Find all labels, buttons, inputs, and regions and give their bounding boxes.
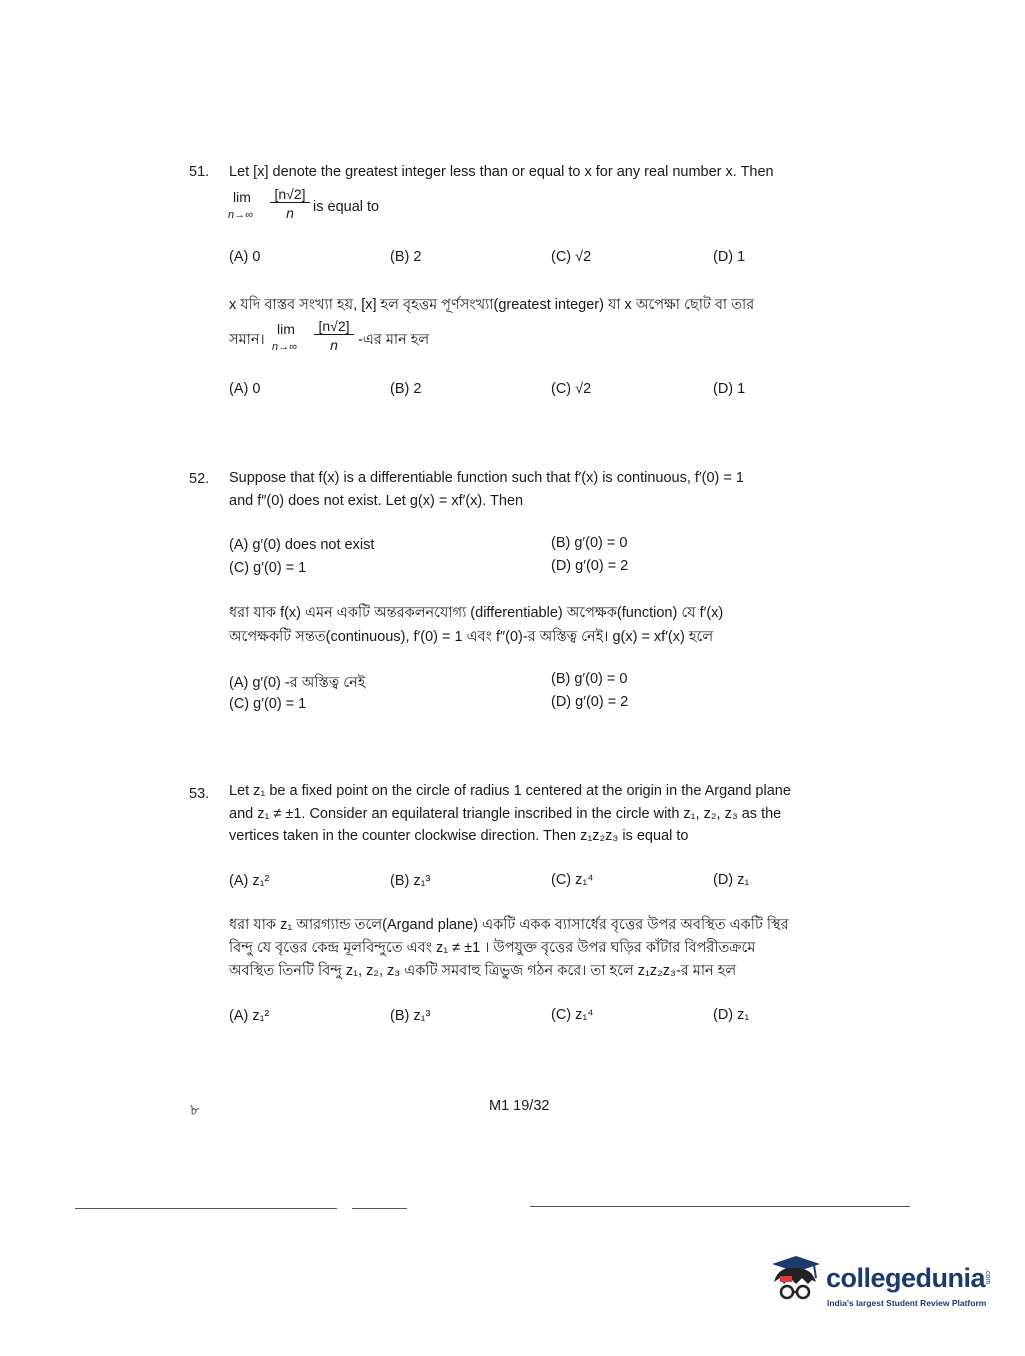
option-b: (B) 2 [390,249,422,265]
divider [75,1208,337,1209]
option-a-bn: (A) z₁² [229,1008,270,1024]
question-number: 51. [189,164,210,180]
question-text-bn-line1: ধরা যাক z₁ আরগ্যান্ড তলে(Argand plane) একটি একক ব্যাসার্ধের বৃত্তের উপর অবস্থিত একটি স্থির [229,917,789,933]
limit-subscript: n→∞ [228,209,253,221]
question-text-bn-prefix: সমান। [229,332,265,348]
option-d-bn: (D) g′(0) = 2 [551,694,629,710]
option-b-bn: (B) g′(0) = 0 [551,671,628,687]
logo-wordmark: collegedunia [826,1263,986,1293]
question-tail-bn: -এর মান হল [358,332,430,348]
option-a: (A) g′(0) does not exist [229,537,375,553]
question-text-en-line2: and f″(0) does not exist. Let g(x) = xf′(x). Then [229,493,524,509]
question-text-en-line3: vertices taken in the counter clockwise direction. Then z₁z₂z₃ is equal to [229,828,689,844]
page-mark: ৮ [190,1102,200,1119]
option-a: (A) 0 [229,249,261,265]
option-a-bn: (A) g′(0) -র অস্তিত্ব নেই [229,675,366,691]
option-c-bn: (C) √2 [551,381,592,397]
limit-expression-bn [272,321,297,353]
question-text-bn-line2: অপেক্ষকটি সন্তত(continuous), f′(0) = 1 এবং f″(0)-র অস্তিত্ব নেই। g(x) = xf′(x) হলে [229,629,714,645]
logo-tagline: India's largest Student Review Platform [827,1298,987,1308]
option-a: (A) z₁² [229,873,270,889]
option-c-bn: (C) z₁⁴ [551,1007,594,1023]
fraction-numerator: [n√2] [314,318,354,335]
option-c: (C) z₁⁴ [551,872,594,888]
option-b: (B) g′(0) = 0 [551,535,628,551]
fraction-numerator: [n√2] [270,186,310,203]
question-number: 52. [189,471,210,487]
option-d: (D) z₁ [713,872,750,888]
question-text-bn-line3: অবস্থিত তিনটি বিন্দু z₁, z₂, z₃ একটি সমবাহু ত্রিভুজ গঠন করে। তা হলে z₁z₂z₃-র মান হল [229,963,737,979]
option-b-bn: (B) 2 [390,381,422,397]
option-c: (C) g′(0) = 1 [229,560,307,576]
question-text-bn: x যদি বাস্তব সংখ্যা হয়, [x] হল বৃহত্তম পূর্ণসংখ্যা(greatest integer) যা x অপেক্ষা ছোট বা তার [229,297,755,313]
question-text-en-line2: and z₁ ≠ ±1. Consider an equilateral triangle inscribed in the circle with z₁, z₂, z₃ as the [229,806,782,822]
page-number: M1 19/32 [489,1098,550,1114]
question-text-en-line1: Suppose that f(x) is a differentiable function such that f′(x) is continuous, f′(0) = 1 [229,470,744,486]
limit-expression [228,189,253,221]
question-text-en-line1: Let z₁ be a fixed point on the circle of radius 1 centered at the origin in the Argand plane [229,783,791,799]
option-d-bn: (D) 1 [713,381,746,397]
option-b-bn: (B) z₁³ [390,1008,431,1024]
option-a-bn: (A) 0 [229,381,261,397]
fraction-denominator: n [330,337,338,353]
limit-subscript: n→∞ [272,341,297,353]
logo-dotcom: .com [984,1269,991,1285]
option-d: (D) g′(0) = 2 [551,558,629,574]
fraction-denominator: n [286,205,294,221]
question-text-bn-line2: বিন্দু যে বৃত্তের কেন্দ্র মূলবিন্দুতে এবং z₁ ≠ ±1 । উপযুক্ত বৃত্তের উপর ঘড়ির কাঁটার বিপরীতক্রমে [229,940,756,956]
option-b: (B) z₁³ [390,873,431,889]
fraction-bn [314,318,354,353]
limit-label: lim [233,189,251,205]
logo-mascot [766,1252,826,1312]
question-number: 53. [189,786,210,802]
divider [530,1206,910,1207]
option-d-bn: (D) z₁ [713,1007,750,1023]
divider [352,1208,407,1209]
fraction [270,186,310,221]
option-d: (D) 1 [713,249,746,265]
question-text-bn-line1: ধরা যাক f(x) এমন একটি অন্তরকলনযোগ্য (differentiable) অপেক্ষক(function) যে f′(x) [229,605,724,621]
option-c: (C) √2 [551,249,592,265]
question-tail-en: is equal to [313,199,380,215]
limit-label: lim [277,321,295,337]
option-c-bn: (C) g′(0) = 1 [229,696,307,712]
question-text-en: Let [x] denote the greatest integer less than or equal to x for any real number x. Then [229,164,774,180]
